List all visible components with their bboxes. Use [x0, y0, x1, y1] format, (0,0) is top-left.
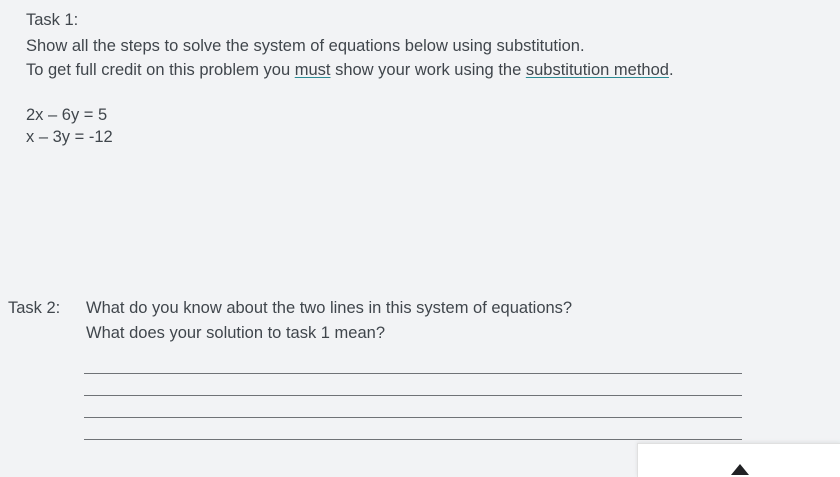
bottom-popup-panel[interactable]	[637, 443, 840, 477]
answer-line[interactable]	[84, 418, 742, 440]
answer-lines	[84, 352, 742, 440]
task-1-instruction-line-1: Show all the steps to solve the system of equations below using substitution.	[26, 37, 585, 55]
substitution-method-link[interactable]: substitution method	[525, 61, 669, 79]
task-1-section	[26, 8, 826, 148]
instruction-text-end: .	[668, 61, 674, 79]
instruction-text-before-must: To get full credit on this problem you	[26, 61, 295, 79]
equation-system	[26, 104, 826, 148]
equation-1: 2x – 6y = 5	[26, 106, 108, 124]
task-2-label: Task 2:	[8, 299, 61, 317]
task-2-question-line-2: What does your solution to task 1 mean?	[86, 324, 385, 342]
caret-up-icon[interactable]	[731, 464, 749, 475]
task-2-section	[8, 296, 828, 346]
answer-line[interactable]	[84, 396, 742, 418]
instruction-text-middle: show your work using the	[330, 61, 526, 79]
task-1-instruction-line-2	[26, 58, 826, 82]
task-1-label: Task 1:	[26, 11, 79, 29]
equation-2: x – 3y = -12	[26, 128, 113, 146]
instruction-emphasis-must: must	[294, 61, 331, 79]
answer-line[interactable]	[84, 374, 742, 396]
task-2-question-line-1: What do you know about the two lines in this system of equations?	[86, 299, 573, 317]
task-2-questions	[86, 296, 828, 346]
answer-line[interactable]	[84, 352, 742, 374]
